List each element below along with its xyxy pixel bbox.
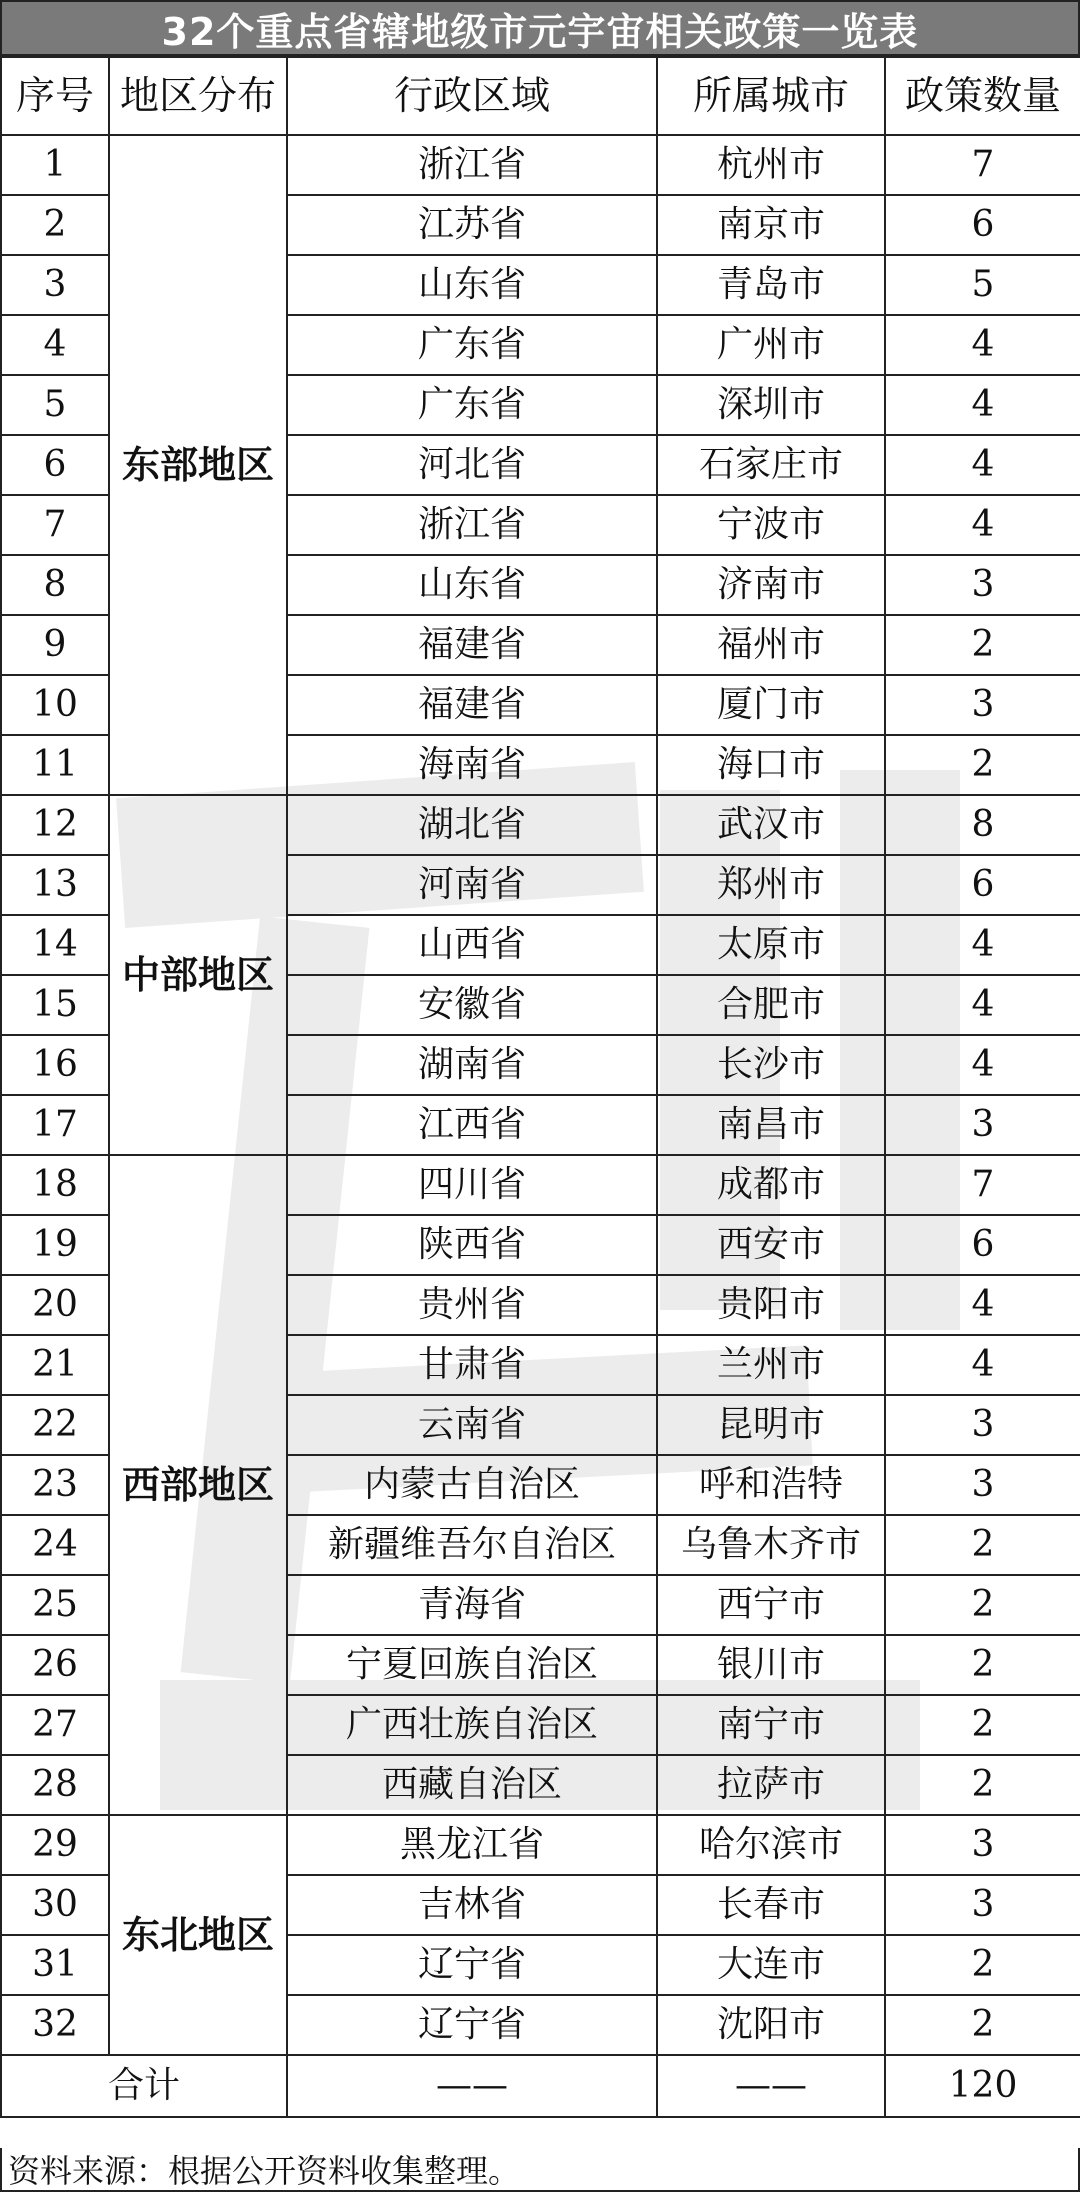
- province-cell: 安徽省: [287, 975, 657, 1035]
- city-cell: 呼和浩特: [657, 1455, 885, 1515]
- province-cell: 陕西省: [287, 1215, 657, 1275]
- city-cell: 西宁市: [657, 1575, 885, 1635]
- city-cell: 大连市: [657, 1935, 885, 1995]
- policy-count-cell: 3: [885, 675, 1080, 735]
- city-cell: 郑州市: [657, 855, 885, 915]
- row-number: 13: [1, 855, 109, 915]
- policy-count-cell: 3: [885, 1455, 1080, 1515]
- row-number: 3: [1, 255, 109, 315]
- city-cell: 长春市: [657, 1875, 885, 1935]
- policy-table: [0, 56, 1080, 2118]
- total-count: 120: [885, 2055, 1080, 2117]
- province-cell: 吉林省: [287, 1875, 657, 1935]
- row-number: 2: [1, 195, 109, 255]
- city-cell: 海口市: [657, 735, 885, 795]
- city-cell: 深圳市: [657, 375, 885, 435]
- row-number: 28: [1, 1755, 109, 1815]
- province-cell: 福建省: [287, 615, 657, 675]
- policy-count-cell: 5: [885, 255, 1080, 315]
- region-cell: 西部地区: [109, 1155, 287, 1815]
- row-number: 7: [1, 495, 109, 555]
- row-number: 12: [1, 795, 109, 855]
- policy-count-cell: 8: [885, 795, 1080, 855]
- column-header: 行政区域: [287, 57, 657, 135]
- city-cell: 昆明市: [657, 1395, 885, 1455]
- row-number: 4: [1, 315, 109, 375]
- city-cell: 银川市: [657, 1635, 885, 1695]
- province-cell: 西藏自治区: [287, 1755, 657, 1815]
- row-number: 25: [1, 1575, 109, 1635]
- policy-count-cell: 2: [885, 1575, 1080, 1635]
- policy-count-cell: 2: [885, 615, 1080, 675]
- policy-count-cell: 7: [885, 1155, 1080, 1215]
- row-number: 1: [1, 135, 109, 195]
- policy-count-cell: 4: [885, 435, 1080, 495]
- city-cell: 宁波市: [657, 495, 885, 555]
- policy-count-cell: 3: [885, 555, 1080, 615]
- policy-count-cell: 6: [885, 1215, 1080, 1275]
- row-number: 11: [1, 735, 109, 795]
- row-number: 21: [1, 1335, 109, 1395]
- province-cell: 广东省: [287, 375, 657, 435]
- row-number: 16: [1, 1035, 109, 1095]
- province-cell: 江苏省: [287, 195, 657, 255]
- province-cell: 黑龙江省: [287, 1815, 657, 1875]
- policy-count-cell: 3: [885, 1395, 1080, 1455]
- city-cell: 贵阳市: [657, 1275, 885, 1335]
- province-cell: 新疆维吾尔自治区: [287, 1515, 657, 1575]
- policy-count-cell: 3: [885, 1095, 1080, 1155]
- city-cell: 武汉市: [657, 795, 885, 855]
- city-cell: 拉萨市: [657, 1755, 885, 1815]
- row-number: 17: [1, 1095, 109, 1155]
- province-cell: 辽宁省: [287, 1995, 657, 2055]
- total-city: ——: [657, 2055, 885, 2117]
- province-cell: 青海省: [287, 1575, 657, 1635]
- city-cell: 沈阳市: [657, 1995, 885, 2055]
- province-cell: 福建省: [287, 675, 657, 735]
- policy-count-cell: 4: [885, 915, 1080, 975]
- row-number: 19: [1, 1215, 109, 1275]
- province-cell: 河北省: [287, 435, 657, 495]
- city-cell: 南宁市: [657, 1695, 885, 1755]
- province-cell: 宁夏回族自治区: [287, 1635, 657, 1695]
- province-cell: 山西省: [287, 915, 657, 975]
- column-header: 序号: [1, 57, 109, 135]
- city-cell: 南昌市: [657, 1095, 885, 1155]
- region-cell: 中部地区: [109, 795, 287, 1155]
- province-cell: 海南省: [287, 735, 657, 795]
- province-cell: 浙江省: [287, 135, 657, 195]
- city-cell: 广州市: [657, 315, 885, 375]
- table-row: [1, 1815, 1080, 1875]
- table-row: [1, 1155, 1080, 1215]
- policy-count-cell: 2: [885, 1755, 1080, 1815]
- province-cell: 山东省: [287, 255, 657, 315]
- policy-count-cell: 6: [885, 855, 1080, 915]
- city-cell: 石家庄市: [657, 435, 885, 495]
- policy-count-cell: 2: [885, 1695, 1080, 1755]
- total-row: [1, 2055, 1080, 2117]
- policy-count-cell: 2: [885, 1635, 1080, 1695]
- policy-count-cell: 2: [885, 1935, 1080, 1995]
- row-number: 10: [1, 675, 109, 735]
- policy-count-cell: 4: [885, 315, 1080, 375]
- province-cell: 云南省: [287, 1395, 657, 1455]
- city-cell: 福州市: [657, 615, 885, 675]
- province-cell: 湖北省: [287, 795, 657, 855]
- policy-count-cell: 4: [885, 1275, 1080, 1335]
- province-cell: 内蒙古自治区: [287, 1455, 657, 1515]
- province-cell: 河南省: [287, 855, 657, 915]
- row-number: 32: [1, 1995, 109, 2055]
- province-cell: 山东省: [287, 555, 657, 615]
- row-number: 30: [1, 1875, 109, 1935]
- city-cell: 杭州市: [657, 135, 885, 195]
- table-body: [1, 135, 1080, 2117]
- province-cell: 贵州省: [287, 1275, 657, 1335]
- city-cell: 长沙市: [657, 1035, 885, 1095]
- city-cell: 成都市: [657, 1155, 885, 1215]
- column-header: 政策数量: [885, 57, 1080, 135]
- city-cell: 南京市: [657, 195, 885, 255]
- province-cell: 浙江省: [287, 495, 657, 555]
- region-cell: 东部地区: [109, 135, 287, 795]
- policy-count-cell: 6: [885, 195, 1080, 255]
- city-cell: 兰州市: [657, 1335, 885, 1395]
- province-cell: 辽宁省: [287, 1935, 657, 1995]
- row-number: 18: [1, 1155, 109, 1215]
- policy-count-cell: 3: [885, 1875, 1080, 1935]
- city-cell: 太原市: [657, 915, 885, 975]
- row-number: 8: [1, 555, 109, 615]
- table-row: [1, 135, 1080, 195]
- source-note: 资料来源：根据公开资料收集整理。: [0, 2148, 1080, 2192]
- row-number: 15: [1, 975, 109, 1035]
- policy-count-cell: 2: [885, 1515, 1080, 1575]
- header-row: [1, 57, 1080, 135]
- table-row: [1, 795, 1080, 855]
- city-cell: 合肥市: [657, 975, 885, 1035]
- row-number: 31: [1, 1935, 109, 1995]
- policy-count-cell: 4: [885, 1335, 1080, 1395]
- city-cell: 青岛市: [657, 255, 885, 315]
- policy-count-cell: 2: [885, 1995, 1080, 2055]
- province-cell: 江西省: [287, 1095, 657, 1155]
- city-cell: 乌鲁木齐市: [657, 1515, 885, 1575]
- policy-count-cell: 3: [885, 1815, 1080, 1875]
- city-cell: 厦门市: [657, 675, 885, 735]
- policy-count-cell: 4: [885, 1035, 1080, 1095]
- policy-count-cell: 2: [885, 735, 1080, 795]
- table-title: 32个重点省辖地级市元宇宙相关政策一览表: [0, 0, 1080, 56]
- row-number: 22: [1, 1395, 109, 1455]
- row-number: 23: [1, 1455, 109, 1515]
- row-number: 5: [1, 375, 109, 435]
- policy-count-cell: 7: [885, 135, 1080, 195]
- total-province: ——: [287, 2055, 657, 2117]
- province-cell: 广西壮族自治区: [287, 1695, 657, 1755]
- row-number: 14: [1, 915, 109, 975]
- province-cell: 湖南省: [287, 1035, 657, 1095]
- policy-count-cell: 4: [885, 495, 1080, 555]
- column-header: 地区分布: [109, 57, 287, 135]
- row-number: 9: [1, 615, 109, 675]
- column-header: 所属城市: [657, 57, 885, 135]
- province-cell: 甘肃省: [287, 1335, 657, 1395]
- province-cell: 四川省: [287, 1155, 657, 1215]
- row-number: 27: [1, 1695, 109, 1755]
- row-number: 24: [1, 1515, 109, 1575]
- policy-count-cell: 4: [885, 375, 1080, 435]
- city-cell: 济南市: [657, 555, 885, 615]
- city-cell: 哈尔滨市: [657, 1815, 885, 1875]
- policy-count-cell: 4: [885, 975, 1080, 1035]
- row-number: 20: [1, 1275, 109, 1335]
- region-cell: 东北地区: [109, 1815, 287, 2055]
- province-cell: 广东省: [287, 315, 657, 375]
- city-cell: 西安市: [657, 1215, 885, 1275]
- row-number: 6: [1, 435, 109, 495]
- row-number: 26: [1, 1635, 109, 1695]
- row-number: 29: [1, 1815, 109, 1875]
- total-label: 合计: [1, 2055, 287, 2117]
